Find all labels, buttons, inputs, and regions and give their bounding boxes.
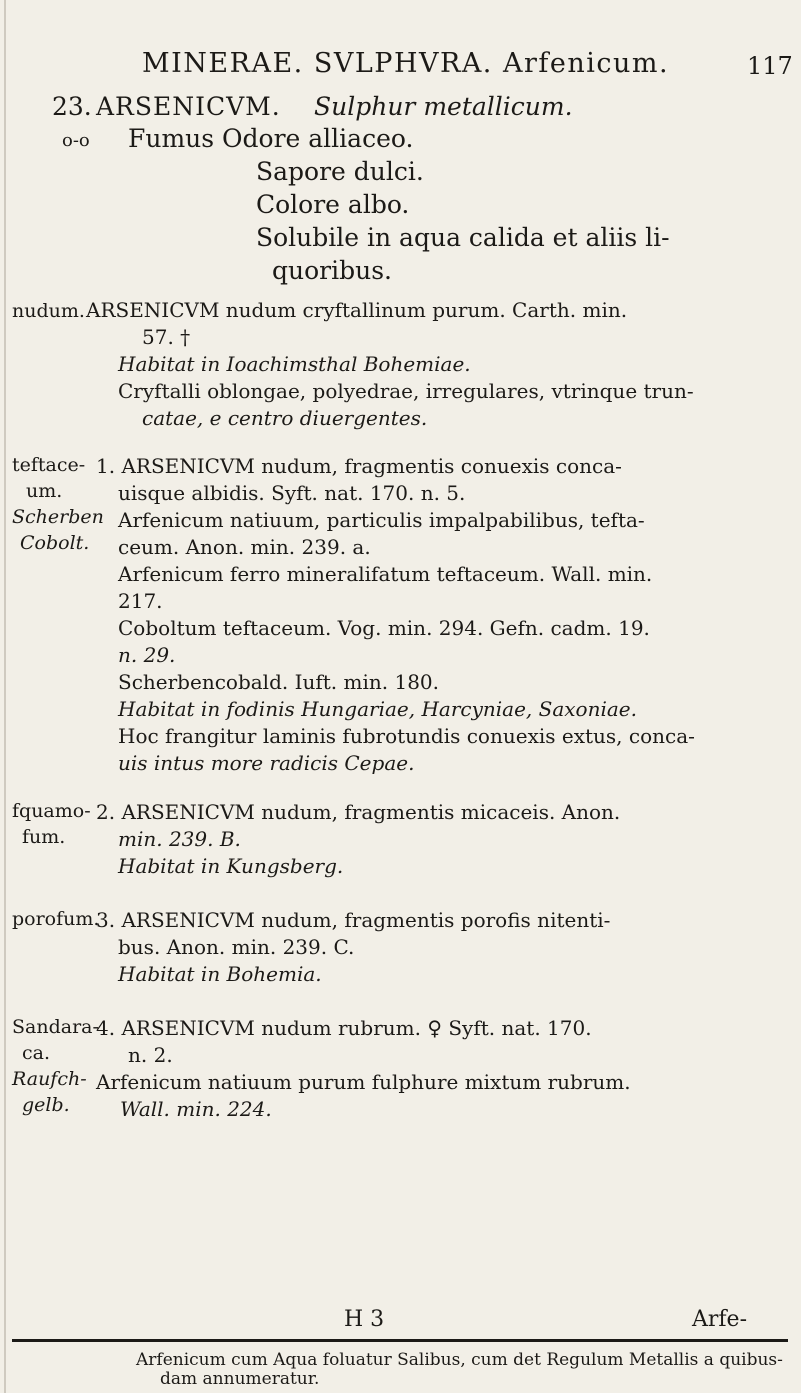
margin-label-cobolt: Cobolt. xyxy=(20,532,90,554)
nudum-line-4: Cryftalli oblongae, polyedrae, irregulares, vtrinque trun- xyxy=(118,379,694,403)
sec1-line-2: uisque albidis. Syft. nat. 170. n. 5. xyxy=(118,481,466,505)
alchemical-symbol-icon: o-o xyxy=(62,130,90,151)
sec1-line-7: Coboltum teftaceum. Vog. min. 294. Gefn. cadm. 19. xyxy=(118,616,650,640)
section-subtitle: Sulphur metallicum. xyxy=(314,92,573,121)
sec3-habitat: Habitat in Bohemia. xyxy=(118,962,322,986)
nudum-line-2: 57. † xyxy=(142,325,191,349)
margin-label-porosum: porofum. xyxy=(12,908,100,930)
sec1-line-12: uis intus more radicis Cepae. xyxy=(118,751,415,775)
sec1-line-4: ceum. Anon. min. 239. a. xyxy=(118,535,371,559)
margin-label-sandaraca-1: Sandara- xyxy=(12,1016,99,1038)
margin-label-nudum: nudum. xyxy=(12,300,85,322)
footnote-line-1: Arfenicum cum Aqua foluatur Salibus, cum det Regulum Metallis a quibus- xyxy=(136,1350,783,1370)
sec2-habitat: Habitat in Kungsberg. xyxy=(118,854,344,878)
margin-label-scherben: Scherben xyxy=(12,506,104,528)
footnote-line-2: dam annumeratur. xyxy=(160,1369,320,1389)
margin-label-testaceum-1: teftace- xyxy=(12,454,86,476)
sec3-line-2: bus. Anon. min. 239. C. xyxy=(118,935,355,959)
sec4-line-3: Arfenicum natiuum purum fulphure mixtum rubrum. xyxy=(96,1070,631,1094)
sec1-line-6: 217. xyxy=(118,589,163,613)
signature-mark: H 3 xyxy=(344,1307,385,1332)
property-solubile: Solubile in aqua calida et aliis li- xyxy=(256,223,670,252)
sec1-line-8: n. 29. xyxy=(118,643,176,667)
sec3-line-1: 3. ARSENICVM nudum, fragmentis porofis nitenti- xyxy=(96,908,611,932)
margin-label-rauschgelb-2: gelb. xyxy=(22,1094,70,1116)
sec4-line-1: 4. ARSENICVM nudum rubrum. ♀ Syft. nat. 170. xyxy=(96,1016,592,1040)
margin-label-sandaraca-2: ca. xyxy=(22,1042,51,1064)
property-sapore: Sapore dulci. xyxy=(256,157,424,186)
sec1-habitat: Habitat in fodinis Hungariae, Harcyniae, Saxoniae. xyxy=(118,697,637,721)
page-number: 117 xyxy=(747,52,793,80)
property-solubile-cont: quoribus. xyxy=(272,256,392,285)
page-gutter-edge xyxy=(4,0,6,1393)
margin-label-rauschgelb-1: Raufch- xyxy=(12,1068,87,1090)
nudum-habitat: Habitat in Ioachimsthal Bohemiae. xyxy=(118,352,471,376)
footer-rule xyxy=(12,1339,788,1342)
item-number: 23. xyxy=(52,92,92,121)
margin-label-squamosum-2: fum. xyxy=(22,826,66,848)
sec1-line-9: Scherbencobald. Iuft. min. 180. xyxy=(118,670,440,694)
running-head: MINERAE. SVLPHVRA. Arfenicum. xyxy=(142,48,670,79)
sec4-line-2: n. 2. xyxy=(128,1043,173,1067)
catchword: Arfe- xyxy=(692,1307,747,1332)
sec1-line-5: Arfenicum ferro mineralifatum teftaceum. Wall. min. xyxy=(118,562,653,586)
sec1-line-11: Hoc frangitur laminis fubrotundis conuexis extus, conca- xyxy=(118,724,695,748)
margin-label-testaceum-2: um. xyxy=(26,480,63,502)
sec1-line-3: Arfenicum natiuum, particulis impalpabilibus, tefta- xyxy=(118,508,645,532)
sec2-line-1: 2. ARSENICVM nudum, fragmentis micaceis. Anon. xyxy=(96,800,621,824)
nudum-line-1: ARSENICVM nudum cryftallinum purum. Carth. min. xyxy=(86,298,628,322)
sec2-line-2: min. 239. B. xyxy=(118,827,241,851)
sec4-line-4: Wall. min. 224. xyxy=(120,1097,272,1121)
sec1-line-1: 1. ARSENICVM nudum, fragmentis conuexis conca- xyxy=(96,454,622,478)
property-fumus: Fumus Odore alliaceo. xyxy=(128,124,414,153)
margin-label-squamosum-1: fquamo- xyxy=(12,800,91,822)
property-colore: Colore albo. xyxy=(256,190,410,219)
nudum-line-5: catae, e centro diuergentes. xyxy=(142,406,428,430)
section-title: ARSENICVM. xyxy=(96,92,281,121)
